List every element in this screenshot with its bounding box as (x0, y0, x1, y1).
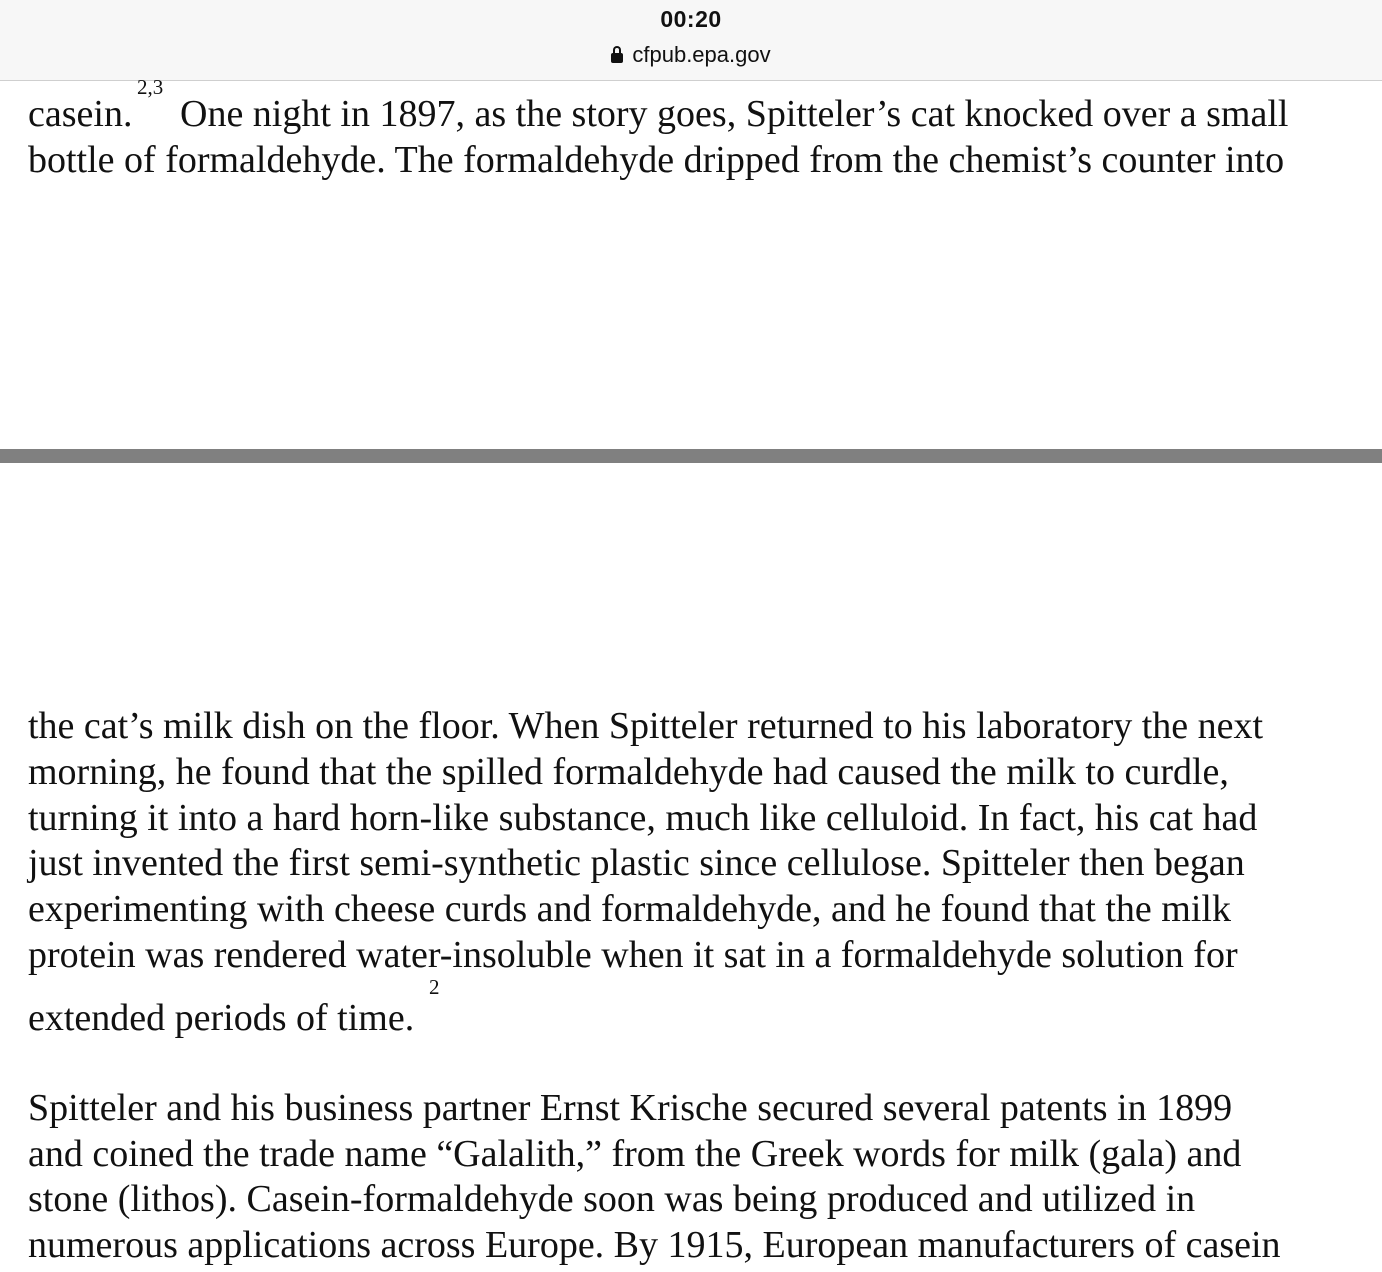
paragraph-2-line: Spitteler and his business partner Ernst Krische secured several patents in 1899 (28, 1087, 1233, 1129)
lock-icon (611, 53, 623, 63)
paragraph-1-line: just invented the first semi-synthetic plastic since cellulose. Spitteler then began (28, 842, 1245, 884)
paragraph-1-line: the cat’s milk dish on the floor. When Spitteler returned to his laboratory the next (28, 705, 1264, 747)
paragraph-1-line: turning it into a hard horn-like substance, much like celluloid. In fact, his cat had (28, 797, 1258, 839)
status-clock: 00:20 (660, 6, 722, 32)
footnote-superscript-2-3: 2,3 (137, 75, 164, 99)
footnote-superscript-2: 2 (429, 975, 440, 999)
address-bar[interactable] (0, 42, 1382, 68)
paragraph-1-last-line: extended periods of time. (28, 997, 415, 1039)
text-line-2: bottle of formaldehyde. The formaldehyde dripped from the chemist’s counter into (28, 139, 1285, 181)
text-line-1 (28, 91, 132, 137)
paragraph-2-line: stone (lithos). Casein-formaldehyde soon was being produced and utilized in (28, 1178, 1196, 1220)
paragraph-1-line: morning, he found that the spilled formaldehyde had caused the milk to curdle, (28, 751, 1229, 793)
paragraph-1-line: experimenting with cheese curds and formaldehyde, and he found that the milk (28, 888, 1231, 930)
paragraph-2-line: and coined the trade name “Galalith,” from the Greek words for milk (gala) and (28, 1133, 1242, 1175)
url-text[interactable]: cfpub.epa.gov (632, 42, 771, 67)
page-divider (0, 449, 1382, 463)
paragraph-1-line: protein was rendered water-insoluble when it sat in a formaldehyde solution for (28, 934, 1238, 976)
text-line-1-rest: One night in 1897, as the story goes, Spitteler’s cat knocked over a small (180, 93, 1289, 135)
paragraph-2-line: numerous applications across Europe. By 1915, European manufacturers of casein (28, 1224, 1281, 1266)
text-line-1-start: casein. (28, 93, 133, 135)
browser-status-bar (0, 0, 1382, 81)
